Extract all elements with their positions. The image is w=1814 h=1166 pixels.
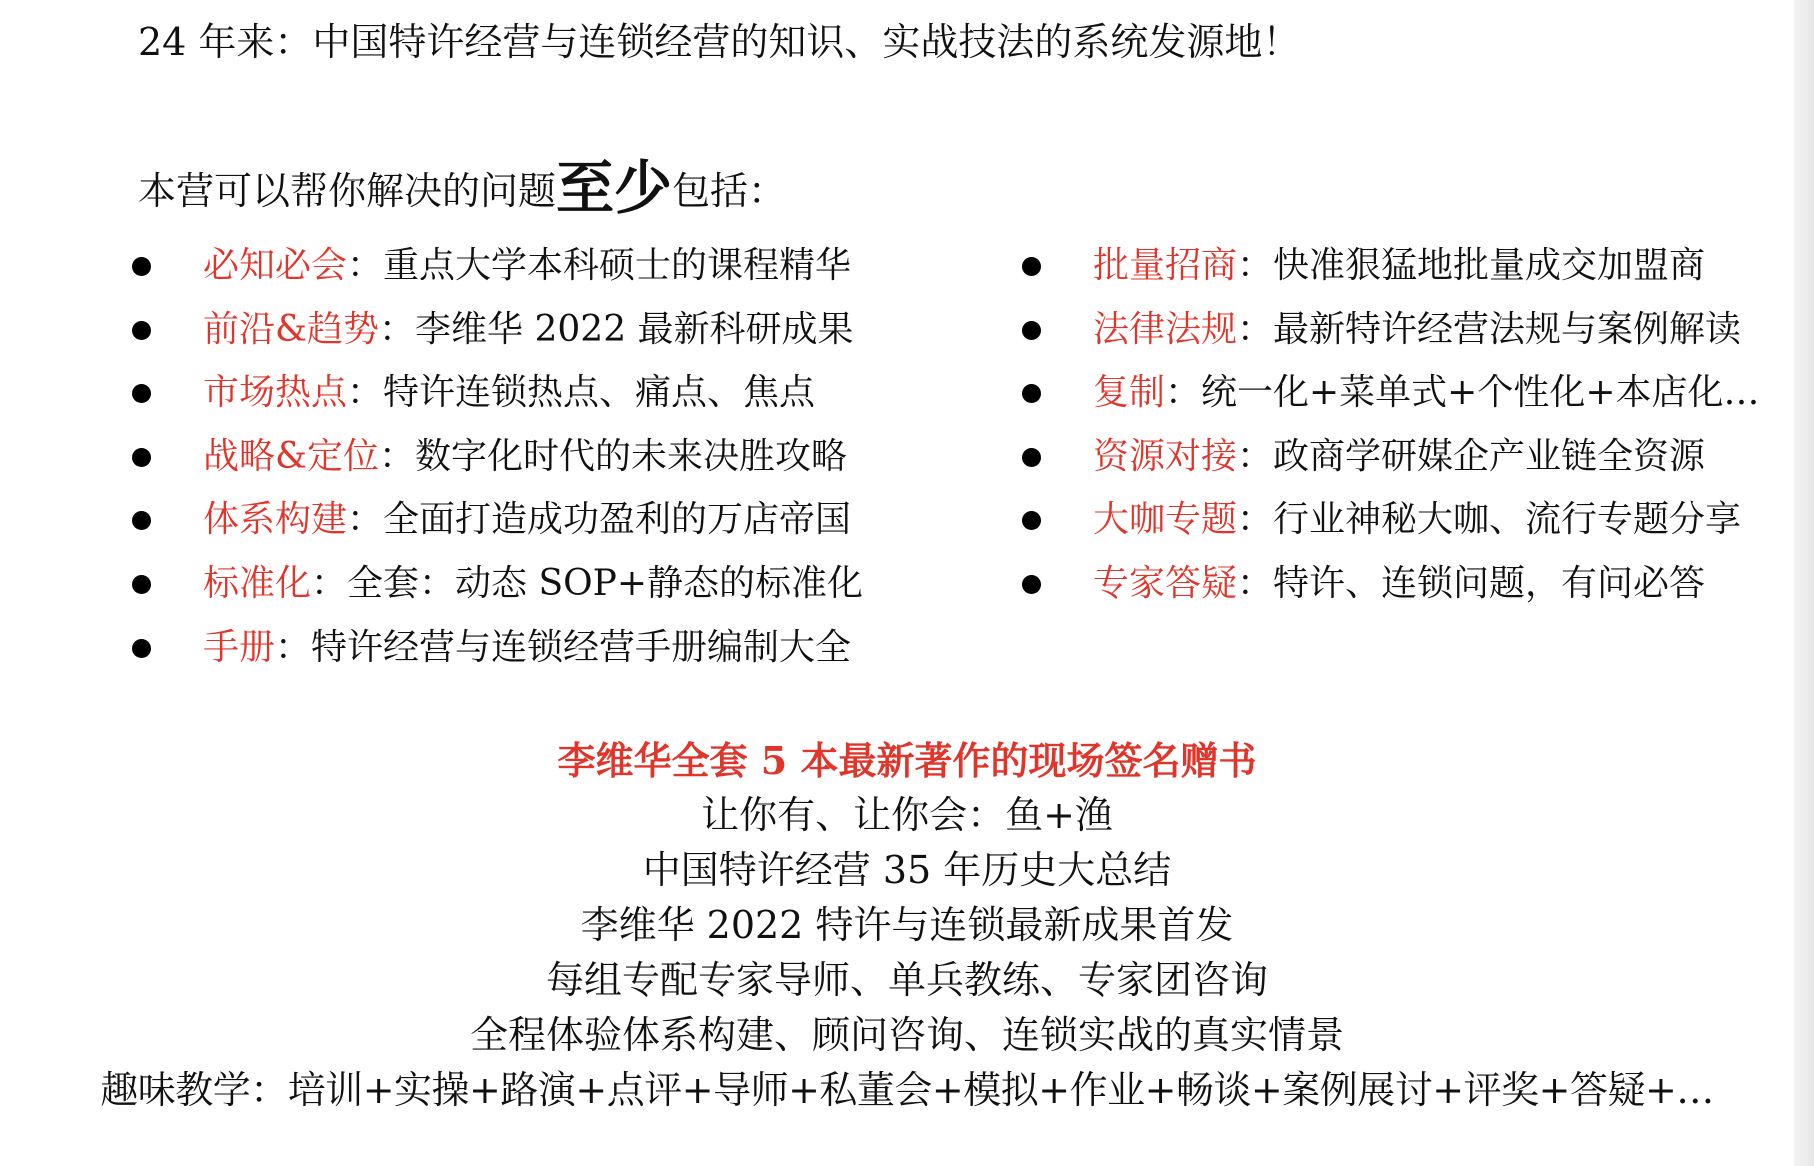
bullet-icon xyxy=(132,384,151,403)
list-item-text xyxy=(1093,234,1705,298)
list-item-text xyxy=(1093,425,1705,489)
bullet-icon xyxy=(1022,384,1041,403)
list-item-text xyxy=(203,298,854,362)
list-item-keyword: 资源对接 xyxy=(1093,435,1238,477)
list-item-keyword: 手册 xyxy=(203,626,276,668)
list-item-description: ：最新特许经营法规与案例解读 xyxy=(1237,308,1742,350)
benefit-line: 李维华 2022 特许与连锁最新成果首发 xyxy=(580,903,1234,947)
bullet-icon xyxy=(1022,321,1041,340)
benefits-block xyxy=(0,733,1814,1118)
list-item-text xyxy=(1093,552,1705,616)
list-item-description: ：快准狠猛地批量成交加盟商 xyxy=(1237,245,1706,286)
list-item-text xyxy=(203,234,851,298)
tagline: 24 年来：中国特许经营与连锁经营的知识、实战技法的系统发源地！ xyxy=(138,20,1301,64)
bullet-icon xyxy=(132,321,151,340)
list-item-text xyxy=(1093,361,1760,425)
benefit-line: 中国特许经营 35 年历史大总结 xyxy=(642,848,1172,892)
list-item-keyword: 必知必会 xyxy=(203,245,348,286)
list-item-description: ：特许经营与连锁经营手册编制大全 xyxy=(275,626,852,668)
intro-heading xyxy=(138,152,786,227)
list-item-description: ：数字化时代的未来决胜攻略 xyxy=(379,435,848,477)
benefit-line: 让你有、让你会：鱼+渔 xyxy=(701,793,1113,837)
list-item-text xyxy=(1093,298,1741,362)
bullet-icon xyxy=(1022,448,1041,467)
list-item-keyword: 大咖专题 xyxy=(1093,499,1238,541)
list-item-description: ：全套：动态 SOP+静态的标准化 xyxy=(311,562,864,604)
list-item-keyword: 市场热点 xyxy=(203,372,348,414)
list-item-keyword: 法律法规 xyxy=(1093,308,1238,350)
list-item-keyword: 标准化 xyxy=(203,562,312,604)
list-item-text xyxy=(203,425,847,489)
list-item-description: ：重点大学本科硕士的课程精华 xyxy=(347,245,852,286)
list-item-description: ：全面打造成功盈利的万店帝国 xyxy=(347,499,852,541)
list-item-text xyxy=(203,552,863,616)
list-item-description: ：特许、连锁问题，有问必答 xyxy=(1237,562,1706,604)
list-item-description: ：行业神秘大咖、流行专题分享 xyxy=(1237,499,1742,541)
list-item-keyword: 战略&定位 xyxy=(203,435,380,477)
bullet-icon xyxy=(132,639,151,658)
intro-emphasis: 至少 xyxy=(556,154,673,222)
list-item-text xyxy=(1093,488,1741,552)
bullet-icon xyxy=(1022,511,1041,530)
list-item-keyword: 专家答疑 xyxy=(1093,562,1238,604)
intro-text-after: 包括： xyxy=(672,169,787,213)
list-item-description: ：李维华 2022 最新科研成果 xyxy=(379,308,854,350)
bullet-icon xyxy=(132,257,151,276)
list-item-description: ：政商学研媒企产业链全资源 xyxy=(1237,435,1706,477)
bullet-icon xyxy=(132,448,151,467)
list-item-keyword: 复制 xyxy=(1093,372,1166,414)
list-item-keyword: 批量招商 xyxy=(1093,245,1238,286)
bullet-icon xyxy=(132,511,151,530)
list-item-keyword: 前沿&趋势 xyxy=(203,308,380,350)
teaching-methods-line: 趣味教学：培训+实操+路演+点评+导师+私董会+模拟+作业+畅谈+案例展讨+评奖+答疑+… xyxy=(100,1068,1714,1112)
bullet-icon xyxy=(1022,257,1041,276)
list-item-description: ：特许连锁热点、痛点、焦点 xyxy=(347,372,816,414)
list-item-text xyxy=(203,488,851,552)
book-gift-highlight: 李维华全套 5 本最新著作的现场签名赠书 xyxy=(557,738,1257,783)
intro-text-before: 本营可以帮你解决的问题 xyxy=(138,169,557,213)
benefit-line: 每组专配专家导师、单兵教练、专家团咨询 xyxy=(545,958,1268,1002)
list-item-keyword: 体系构建 xyxy=(203,499,348,541)
bullet-icon xyxy=(132,575,151,594)
bullet-icon xyxy=(1022,575,1041,594)
list-item-text xyxy=(203,361,815,425)
list-item-text xyxy=(203,616,851,680)
list-item-description: ：统一化+菜单式+个性化+本店化… xyxy=(1165,372,1760,414)
benefit-line: 全程体验体系构建、顾问咨询、连锁实战的真实情景 xyxy=(469,1013,1344,1057)
